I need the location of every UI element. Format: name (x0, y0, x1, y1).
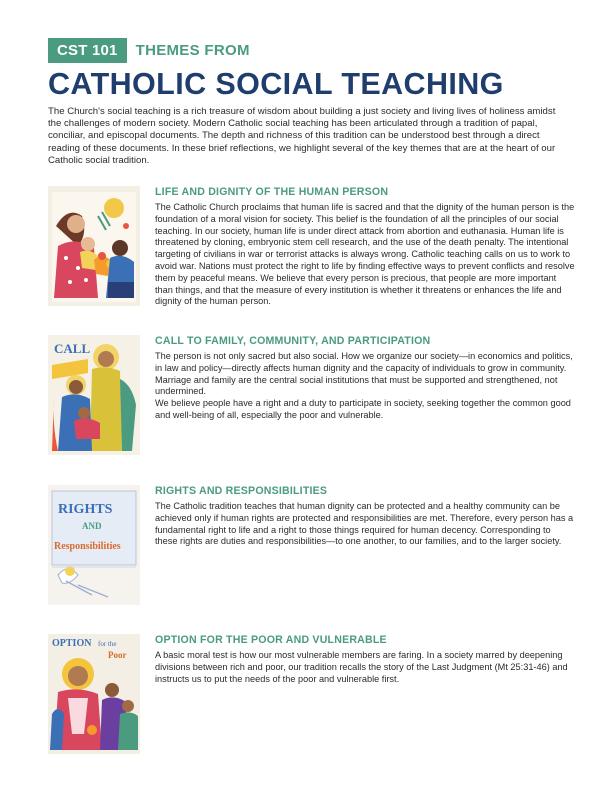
section-body: The Catholic Church proclaims that human life is sacred and that the dignity of the human person is the foundation of a moral vision for society. This belief is the foundation of all the principles of our social teaching. In our society, human life is under direct attack from abortion and euthanasia. Human life is threatened by cloning, embryonic stem cell research, and the use of the death penalty. The intentional targeting of civilians in war or terrorist attacks is always wrong. Catholic teaching calls on us to work to avoid war. Nations must protect the right to life by finding effective ways to prevent conflicts and resolve them by peaceful means. We believe that every person is precious, that people are more important than things, and that the measure of every institution is whether it threatens or enhances the life and dignity of the human person. (155, 202, 575, 307)
header (48, 38, 568, 167)
section-title: OPTION FOR THE POOR AND VULNERABLE (155, 634, 387, 646)
page-title: CATHOLIC SOCIAL TEACHING (48, 67, 504, 101)
illustration-art (48, 485, 140, 605)
intro-paragraph: The Church's social teaching is a rich treasure of wisdom about building a just society and living lives of holiness amidst the challenges of modern society. Modern Catholic social teaching has been articulated through a tradition of papal, conciliar, and episcopal documents. The depth and richness of this tradition can be understood best through a direct reading of these documents. In these brief reflections, we highlight several of the key themes that are at the heart of our Catholic social tradition. (48, 106, 556, 166)
cst-badge: CST 101 (48, 38, 127, 63)
section-title: RIGHTS AND RESPONSIBILITIES (155, 485, 328, 497)
illustration-art (48, 335, 140, 455)
kicker-text: THEMES FROM (135, 42, 250, 59)
illustration-christ-with-poor (48, 634, 140, 754)
illustration-holy-family (48, 335, 140, 455)
section-title: LIFE AND DIGNITY OF THE HUMAN PERSON (155, 186, 389, 198)
art-lettering-2: for the (98, 640, 117, 648)
illustration-art (48, 634, 140, 754)
section-title: CALL TO FAMILY, COMMUNITY, AND PARTICIPATION (155, 335, 431, 347)
art-lettering: CALL (54, 341, 91, 356)
art-lettering-1: RIGHTS (58, 502, 113, 517)
art-lettering-3: Responsibilities (54, 541, 121, 552)
illustration-mother-child-elder (48, 186, 140, 306)
section-body-group (155, 351, 575, 422)
section-content (155, 186, 575, 308)
section-body: A basic moral test is how our most vulnerable members are faring. In a society marred by deepening divisions between rich and poor, our tradition recalls the story of the Last Judgment (Mt 25:31-46) and instructs us to put the needs of the poor and vulnerable first. (155, 650, 568, 684)
section-content (155, 335, 575, 422)
art-lettering-1: OPTION (52, 638, 92, 649)
illustration-rights-banner (48, 485, 140, 605)
section-body-continued: We believe people have a right and a duty to participate in society, seeking together the common good and well-being of all, especially the poor and vulnerable. (155, 398, 571, 420)
art-lettering-2: AND (82, 521, 102, 531)
section-body: The Catholic tradition teaches that human dignity can be protected and a healthy community can be achieved only if human rights are protected and responsibilities are met. Therefore, every person has a fundamental right to life and a right to those things required for human decency. Corresponding to these rights are duties and responsibilities—to one another, to our families, and to the larger society. (155, 501, 574, 547)
badge-row (48, 38, 568, 63)
illustration-art (48, 186, 140, 306)
section-content (155, 485, 575, 548)
section-content (155, 634, 575, 685)
section-body: The person is not only sacred but also social. How we organize our society—in economics and politics, in law and policy—directly affects human dignity and the capacity of individuals to grow in community. Marriage and family are the central social institutions that must be supported and strengthened, not undermined. (155, 351, 573, 397)
art-lettering-3: Poor (108, 650, 127, 660)
